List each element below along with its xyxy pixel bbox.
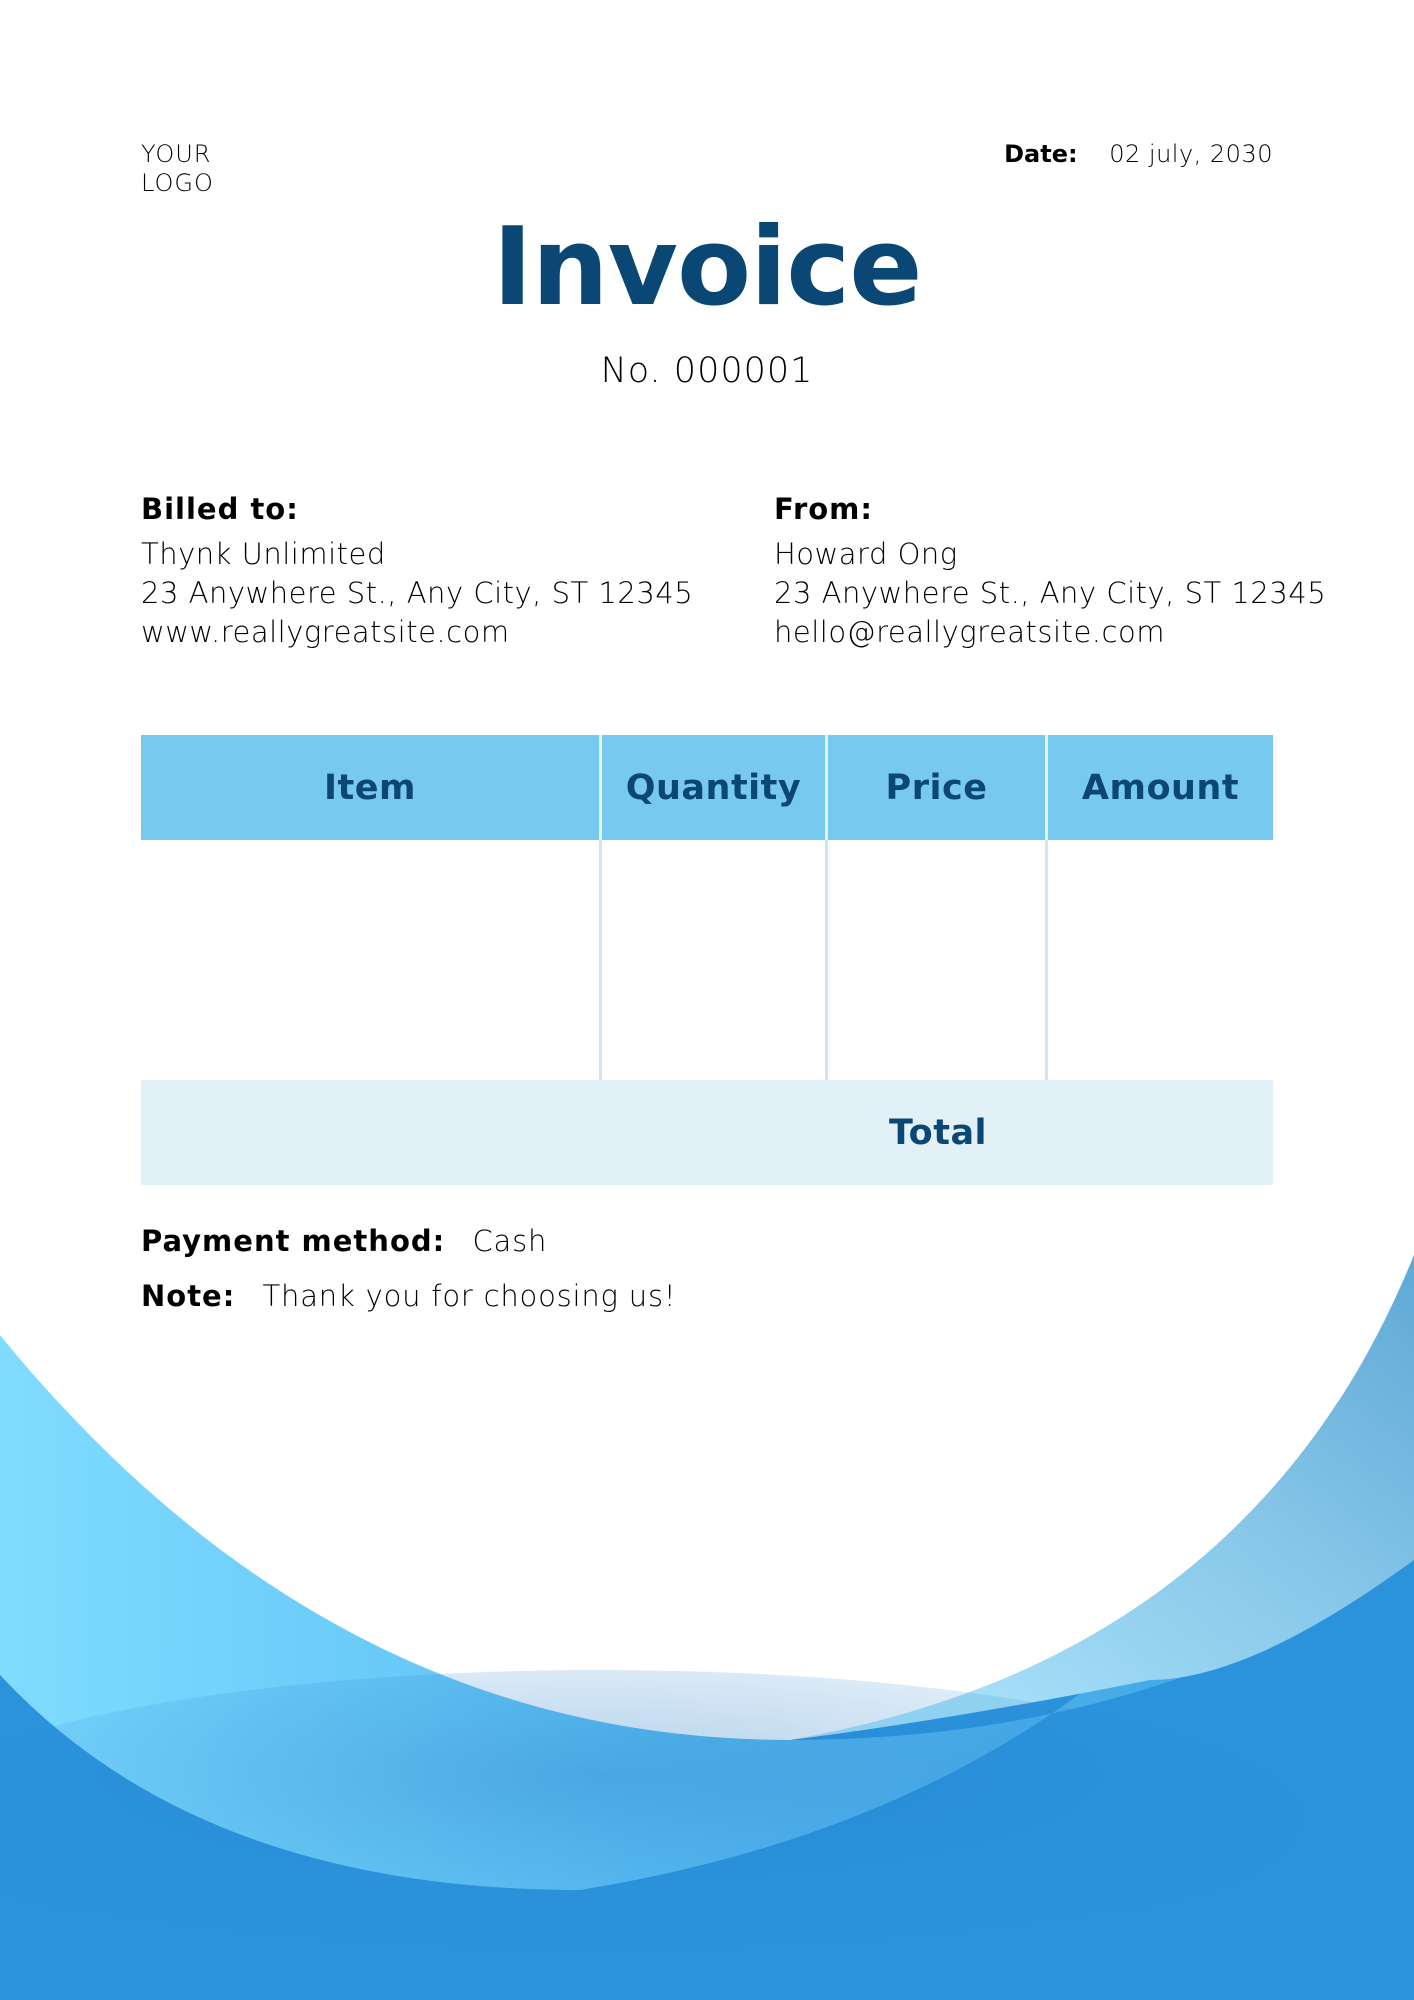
- date-label: Date:: [1004, 140, 1078, 168]
- from-email: hello@reallygreatsite.com: [774, 615, 1165, 649]
- quantity-cell-empty: [602, 840, 828, 1080]
- note-label: Note:: [141, 1279, 236, 1313]
- logo-line-1: YOUR: [141, 140, 212, 168]
- billed-to-heading: Billed to:: [141, 492, 299, 526]
- item-cell-empty: [141, 840, 602, 1080]
- table-total-row: [141, 1080, 1273, 1185]
- billed-to-website: www.reallygreatsite.com: [141, 615, 510, 649]
- from-heading: From:: [774, 492, 873, 526]
- logo-placeholder: [141, 140, 214, 198]
- column-header-price: Price: [828, 735, 1048, 840]
- invoice-title: Invoice: [492, 205, 922, 330]
- table-body: [141, 840, 1273, 1080]
- from-name: Howard Ong: [774, 537, 958, 571]
- price-cell-empty: [828, 840, 1048, 1080]
- note-value: Thank you for choosing us!: [262, 1279, 677, 1313]
- invoice-note: [141, 1277, 676, 1316]
- payment-method: [141, 1222, 547, 1261]
- logo-line-2: LOGO: [141, 169, 214, 197]
- invoice-number: No. 000001: [600, 351, 814, 391]
- payment-method-label: Payment method:: [141, 1224, 446, 1258]
- billed-to-address: 23 Anywhere St., Any City, ST 12345: [141, 576, 694, 610]
- invoice-date: [1004, 140, 1273, 169]
- column-header-quantity: Quantity: [602, 735, 828, 840]
- column-header-amount: Amount: [1081, 767, 1240, 808]
- billed-to-name: Thynk Unlimited: [141, 537, 386, 571]
- items-table: [141, 735, 1273, 1185]
- date-value: 02 july, 2030: [1109, 140, 1273, 168]
- billed-to-block: [141, 490, 693, 652]
- from-address: 23 Anywhere St., Any City, ST 12345: [774, 576, 1327, 610]
- total-label: Total: [888, 1112, 988, 1153]
- table-header-row: [141, 735, 1273, 840]
- payment-method-value: Cash: [472, 1224, 548, 1258]
- amount-cell-empty: [1048, 840, 1273, 1080]
- column-header-item: Item: [141, 735, 602, 840]
- from-block: [774, 490, 1326, 652]
